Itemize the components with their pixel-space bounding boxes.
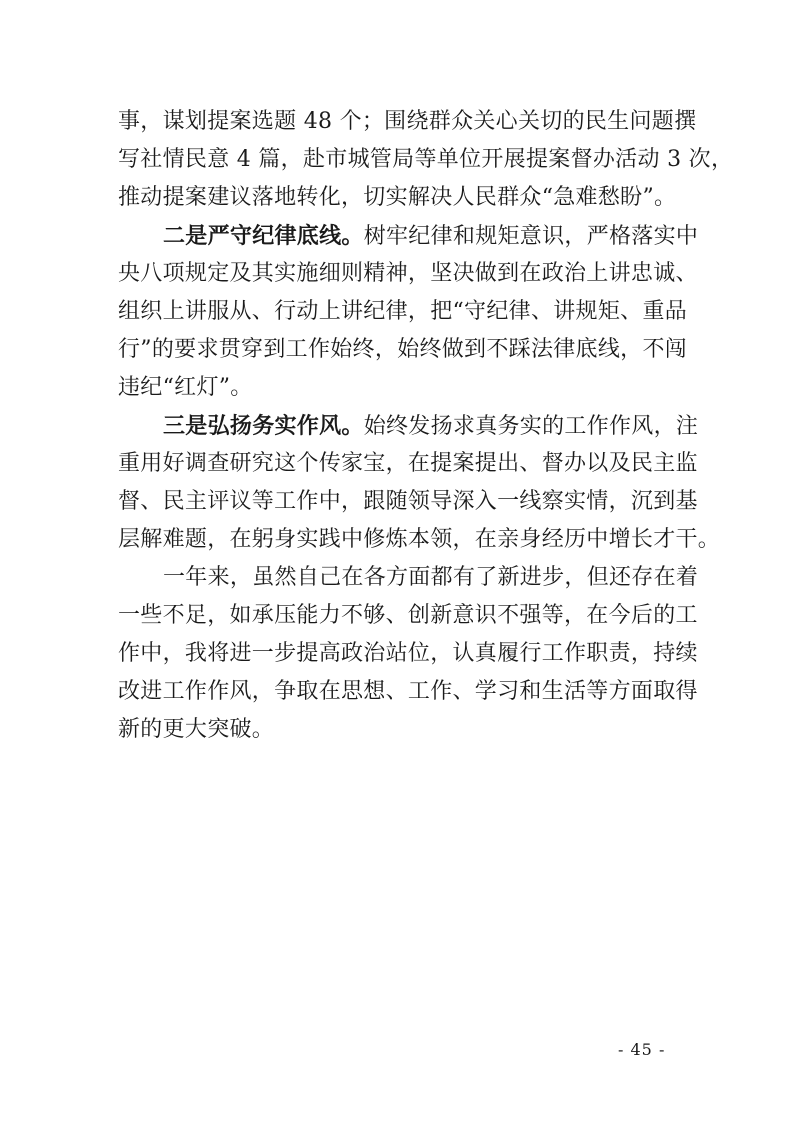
paragraph-heading: 二是严守纪律底线。 [163,223,364,249]
paragraph-line [163,221,699,251]
paragraph-line: 事，谋划提案选题 48 个；围绕群众关心关切的民生问题撰 [118,109,697,134]
page-number: - 45 - [618,1040,666,1059]
paragraph-heading: 三是弘扬务实作风。 [163,413,364,439]
paragraph-line: 组织上讲服从、行动上讲纪律，把“守纪律、讲规矩、重品 [118,299,688,324]
paragraph-line: 一年来，虽然自己在各方面都有了新进步，但还存在着 [163,565,699,590]
paragraph-line: 督、民主评议等工作中，跟随领导深入一线察实情，沉到基 [118,489,698,514]
paragraph-line: 央八项规定及其实施细则精神，坚决做到在政治上讲忠诚、 [118,261,698,286]
paragraph-line [163,411,699,441]
paragraph-line: 层解难题，在躬身实践中修炼本领，在亲身经历中增长才干。 [118,527,721,552]
paragraph-line: 写社情民意 4 篇，赴市城管局等单位开展提案督办活动 3 次， [118,147,734,172]
paragraph-text: 树牢纪律和规矩意识，严格落实中 [363,224,699,249]
paragraph-line: 违纪“红灯”。 [118,375,253,400]
paragraph-line: 重用好调查研究这个传家宝，在提案提出、督办以及民主监 [118,451,698,476]
paragraph-line: 行”的要求贯穿到工作始终，始终做到不踩法律底线，不闯 [118,337,688,362]
paragraph-line: 新的更大突破。 [118,717,275,742]
paragraph-line: 一些不足，如承压能力不够、创新意识不强等，在今后的工 [118,603,698,628]
paragraph-line: 推动提案建议落地转化，切实解决人民群众“急难愁盼”。 [118,185,677,210]
paragraph-line: 作中，我将进一步提高政治站位，认真履行工作职责，持续 [118,641,698,666]
paragraph-line: 改进工作作风，争取在思想、工作、学习和生活等方面取得 [118,679,698,704]
paragraph-text: 始终发扬求真务实的工作作风，注 [363,414,699,439]
